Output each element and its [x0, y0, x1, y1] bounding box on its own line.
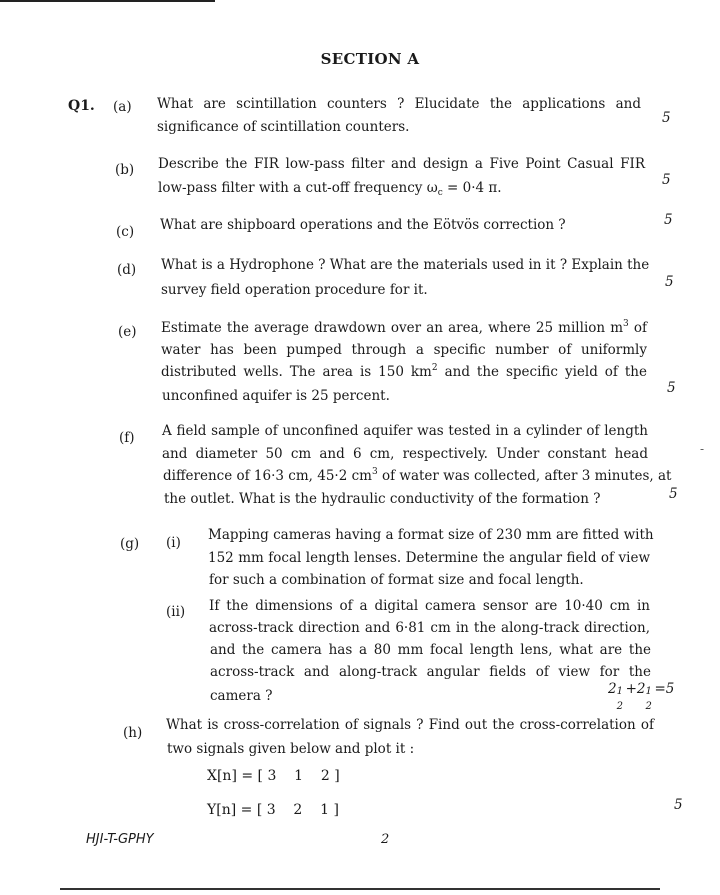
part-e-line-3: distributed wells. The area is 150 $km^2$ and the specific yield of the: [161, 363, 647, 380]
part-b-label: (b): [115, 162, 135, 178]
part-g-ii-line-3: and the camera has a 80 mm focal length lens, what are the: [210, 642, 651, 658]
part-g-ii-line-5: camera ?: [210, 688, 273, 704]
part-h-line-1: What is cross-correlation of signals ? Find out the cross-correlation of: [166, 717, 654, 733]
part-f-line-3: difference of 16·3 cm, 45·2 $cm^3$ of water was collected, after 3 minutes, at: [163, 467, 672, 484]
part-f-line-4: the outlet. What is the hydraulic conductivity of the formation ?: [164, 491, 601, 507]
part-a-label: (a): [113, 99, 132, 115]
part-b-line-2: low-pass filter with a cut-off frequency $\omega_c = 0\cdot 4$ π.: [158, 180, 502, 198]
part-g-i-line-2: 152 mm focal length lenses. Determine the angular field of view: [208, 550, 650, 566]
part-d-line-1: What is a Hydrophone ? What are the materials used in it ? Explain the: [161, 257, 650, 273]
part-g-i-line-3: for such a combination of format size and focal length.: [209, 572, 584, 588]
part-f-line-2: and diameter 50 cm and 6 cm, respectively. Under constant head: [162, 446, 648, 462]
part-g-ii-line-2: across-track direction and 6·81 cm in the along-track direction,: [209, 620, 650, 636]
question-number: Q1.: [68, 98, 95, 114]
part-g-i-line-1: Mapping cameras having a format size of 230 mm are fitted with: [208, 527, 654, 543]
part-h-label: (h): [123, 725, 143, 741]
part-e-marks: 5: [667, 380, 676, 396]
top-border-line: [0, 0, 215, 2]
x-signal: X[n] = [ 3 1 2 ]: [207, 768, 340, 784]
section-title: SECTION A: [320, 50, 420, 68]
part-e-label: (e): [118, 324, 137, 340]
stray-mark: -: [700, 442, 705, 456]
part-g-marks: 2 1 2 +2 1 2 =5: [608, 681, 675, 712]
part-d-marks: 5: [665, 274, 674, 290]
part-g-ii-line-1: If the dimensions of a digital camera sensor are 10·40 cm in: [209, 598, 650, 614]
part-c-label: (c): [116, 224, 135, 240]
part-b-line-1: Describe the FIR low-pass filter and design a Five Point Casual FIR: [158, 156, 645, 172]
part-g-label: (g): [120, 536, 140, 552]
part-a-line-2: significance of scintillation counters.: [157, 119, 410, 135]
bottom-border-line: [60, 888, 660, 890]
part-c-line-1: What are shipboard operations and the Eötvös correction ?: [160, 217, 566, 233]
part-g-ii-line-4: across-track and along-track angular fields of view for the: [210, 664, 651, 680]
page-number: 2: [381, 832, 390, 847]
y-signal: Y[n] = [ 3 2 1 ]: [207, 802, 339, 818]
part-a-line-1: What are scintillation counters ? Elucidate the applications and: [157, 96, 641, 112]
part-c-marks: 5: [664, 212, 673, 228]
part-b-marks: 5: [662, 172, 671, 188]
part-h-line-2: two signals given below and plot it :: [167, 741, 415, 757]
part-f-marks: 5: [669, 486, 678, 502]
part-g-i-label: (i): [166, 535, 181, 551]
part-g-ii-label: (ii): [166, 604, 186, 620]
part-h-marks: 5: [674, 797, 683, 813]
paper-code: HJI-T-GPHY: [86, 832, 154, 847]
part-d-line-2: survey field operation procedure for it.: [161, 282, 428, 298]
part-e-line-1: Estimate the average drawdown over an area, where 25 million $m^3$ of: [161, 319, 648, 336]
part-e-line-2: water has been pumped through a specific number of uniformly: [161, 342, 647, 358]
part-d-label: (d): [117, 262, 137, 278]
part-a-marks: 5: [662, 110, 671, 126]
part-f-line-1: A field sample of unconfined aquifer was tested in a cylinder of length: [162, 423, 648, 439]
part-f-label: (f): [119, 430, 135, 446]
part-e-line-4: unconfined aquifer is 25 percent.: [162, 388, 390, 404]
